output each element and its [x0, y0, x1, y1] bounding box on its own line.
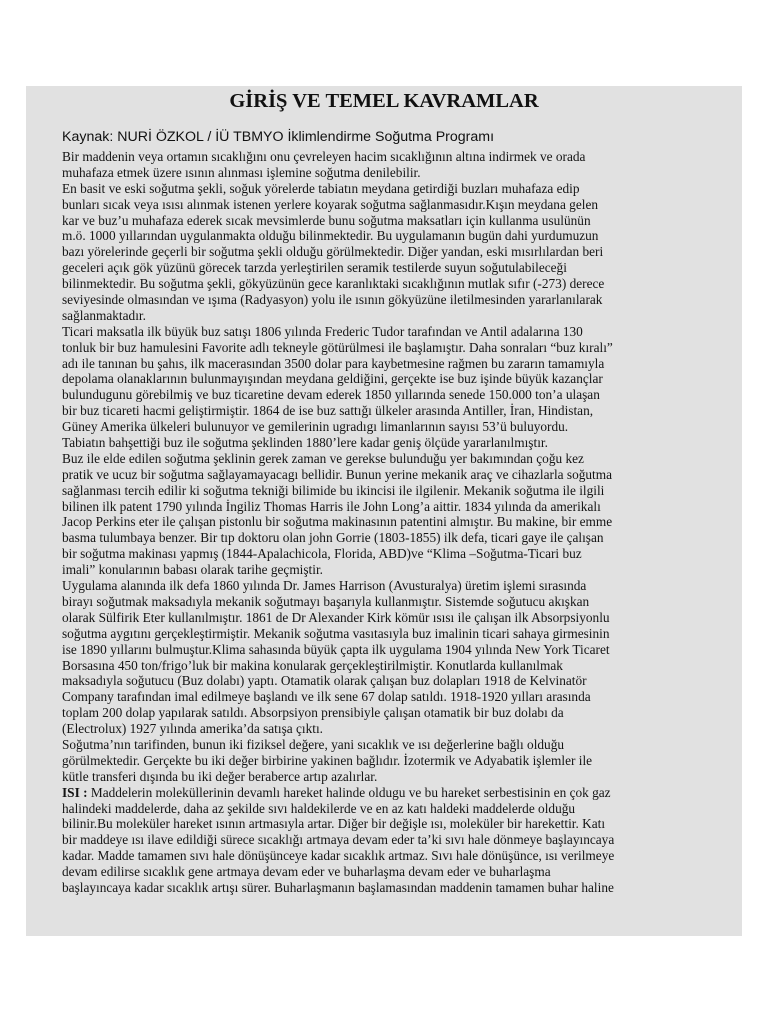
body-line: kütle transferi dışında bu iki değer beraberce artıp azalırlar. [62, 768, 378, 784]
isi-line-text: Maddelerin moleküllerinin devamlı hareket halinde oldugu ve bu hareket serbestisinin en çok gaz [87, 784, 611, 800]
body-line: bazı yörelerinde geçerli bir soğutma şekli olduğu görülmektedir. Diğer yandan, eski mısırlılardan beri [62, 244, 604, 260]
body-line: halindeki maddelerde, daha az şekilde sıvı haldekilerde ve en az katı haldeki maddelerde olduğu [62, 800, 576, 816]
body-line: olarak Sülfirik Eter kullanılmıştır. 1861 de Dr Alexander Kirk kömür ısısı ile çalışan ilk Absorpsiyonlu [62, 609, 610, 625]
body-line: soğutma aygıtını gerçekleştirmiştir. Mekanik soğutma vasıtasıyla buz imalinin ticari sahaya girmesinin [62, 625, 610, 641]
body-line: Company tarafından imal edilmeye başlandı ve ilk sene 67 dolap satıldı. 1918-1920 yılları arasında [62, 689, 591, 705]
body-line: Tabiatın bahşettiği buz ile soğutma şeklinden 1880’lere kadar geniş ölçüde yararlanılmıştır. [62, 435, 548, 451]
body-line: geceleri açık gök yüzünü görecek tarzda yerleştirilen seramik testilerde suyun soğutulabileceği [62, 260, 567, 276]
document-title: GİRİŞ VE TEMEL KAVRAMLAR [229, 90, 539, 112]
body-line: muhafaza etmek üzere ısının alınması işlemine soğutma denilebilir. [62, 164, 421, 180]
isi-first-line [62, 785, 738, 801]
body-line: devam edilirse sıcaklık gene artmaya devam eder ve buharlaşma devam eder ve buharlaşma [62, 864, 551, 880]
body-line: bunları sıcak veya ısısı alınmak istenen yerlere koyarak soğutma sağlanmasıdır.Kışın meydana gelen [62, 196, 599, 212]
body-line: Buz ile elde edilen soğutma şeklinin gerek zaman ve gerekse bulunduğu yer bakımından çoğu kez [62, 450, 584, 466]
body-line: Soğutma’nın tarifinden, bunun iki fiziksel değere, yani sıcaklık ve ısı değerlerine bağlı olduğu [62, 736, 565, 752]
isi-label: ISI : [62, 784, 88, 800]
body-line: sağlanmaktadır. [62, 307, 146, 323]
body-line: Ticari maksatla ilk büyük buz satışı 1806 yılında Frederic Tudor tarafından ve Antil adalarına 130 [62, 323, 583, 339]
body-line: bilinen ilk patent 1790 yılında İngiliz Thomas Harris ile John Long’a aittir. 1834 yılında da amerikalı [62, 498, 601, 514]
body-line: adı ile tanınan bu şahıs, ilk macerasından 3500 dolar para kaybetmesine rağmen bu zararın tamamıyla [62, 355, 605, 371]
body-line: Borsasına 450 ton/frigo’luk bir makina konularak gerçekleştirilmiştir. Konutlarda kullanılmak [62, 657, 563, 673]
body-line: Bir maddenin veya ortamın sıcaklığını onu çevreleyen hacim sıcaklığının altına indirmek ve orada [62, 149, 586, 164]
body-line: Güney Amerika ülkeleri bulunuyor ve gemilerinin ugradıgı limanlarının sayısı 53’ü buluyordu. [62, 419, 569, 435]
body-line: bilinmektedir. Bu soğutma şekli, gökyüzünün gece karanlıktaki sıcaklığının mutlak sıfır (-273) derece [62, 276, 605, 292]
body-line: m.ö. 1000 yıllarından uygulanmakta olduğu bilinmektedir. Bu uygulamanın bugün dahi yurdumuzun [62, 228, 599, 244]
body-line: basma tulumbaya benzer. Bir tıp doktoru olan john Gorrie (1803-1855) ilk defa, ticari gaye ile çalışan [62, 530, 604, 546]
body-line: bir soğutma makinası yapmış (1844-Apalachicola, Florida, ABD)ve “Klima –Soğutma-Ticari buz [62, 546, 582, 562]
body-line: maksadıyla soğutucu (Buz dolabı) yaptı. Otamatik olarak çalışan buz dolapları 1918 de Kelvinatör [62, 673, 587, 689]
document-body [62, 149, 742, 896]
body-line: (Electrolux) 1927 yılında amerika’da satışa çıktı. [62, 721, 323, 737]
body-line: Jacop Perkins eter ile çalışan pistonlu bir soğutma makinasının patentini almıştır. Bu makine, bir emme [62, 514, 613, 530]
body-line: görülmektedir. Gerçekte bu iki değer birbirine yakinen bağlıdır. İzotermik ve Adyabatik işlemler ile [62, 752, 593, 768]
body-line: kar ve buz’u muhafaza ederek sıcak mevsimlerde bunu soğutma maksatları için kullanma usulünün [62, 212, 591, 228]
body-line: toplam 200 dolap yapılarak satıldı. Absorpsiyon prensibiyle çalışan otamatik bir buz dolabı da [62, 705, 564, 721]
body-line: seviyesinde olmasından ve ışıma (Radyasyon) yolu ile ısının gökyüzüne iletilmesinden yararlanılarak [62, 292, 603, 308]
body-line: imali” konularının babası olarak tarihe geçmiştir. [62, 562, 323, 578]
source-line: Kaynak: NURİ ÖZKOL / İÜ TBMYO İklimlendirme Soğutma Programı [62, 129, 495, 145]
body-line: bilinir.Bu moleküler hareket ısının artmasıyla artar. Diğer bir değişle ısı, moleküler bir harekettir. Katı [62, 816, 606, 832]
body-line: kadar. Madde tamamen sıvı hale dönüşünceye kadar sıcaklık artmaz. Sıvı hale dönüşünce, ısı verilmeye [62, 848, 615, 864]
body-line: pratik ve ucuz bir soğutma sağlayamayacagı bellidir. Bunun yerine mekanik araç ve cihazlarla soğutma [62, 466, 613, 482]
body-line: bir buz ticareti hacmi geliştirmiştir. 1864 de ise buz sattığı ülkeler arasında Antiller, İran, Hindistan, [62, 403, 594, 419]
body-line: birayı soğutmak maksadıyla mekanik soğutmayı başarıyla kullanmıştır. Sistemde soğutucu akışkan [62, 593, 590, 609]
body-line: tonluk bir buz hamulesini Favorite adlı tekneyle götürülmesi ile başlamıştır. Daha sonraları “buz kıralı” [62, 339, 613, 355]
body-line: bulundugunu görebilmiş ve buz ticaretine devam ederek 1850 yıllarında senede 150.000 ton’a ulaşan [62, 387, 600, 403]
body-line: ise 1890 yıllarını bulmuştur.Klima sahasında büyük çapta ilk uygulama 1904 yılında New York Ticaret [62, 641, 610, 657]
body-line: Uygulama alanında ilk defa 1860 yılında Dr. James Harrison (Avusturalya) üretim işlemi sırasında [62, 578, 587, 594]
body-line: başlayıncaya kadar sıcaklık artışı sürer. Buharlaşmanın başlamasından maddenin tamamen buhar haline [62, 879, 614, 895]
body-line: sağlanması tercih edilir ki soğutma tekniği bilimide bu ikincisi ile ilgilenir. Mekanik soğutma ile ilgili [62, 482, 605, 498]
document-page [26, 86, 742, 936]
body-line: bir maddeye ısı ilave edildiği sürece sıcaklığı artmaya devam eder ta’ki sıvı hale dönmeye başlayıncaya [62, 832, 615, 848]
body-line: depolama olanaklarının bulunmayışından meydana geldiğini, gerçekte ise buz işinde büyük kazançlar [62, 371, 603, 387]
body-line: En basit ve eski soğutma şekli, soğuk yörelerde tabiatın meydana getirdiği buzları muhafaza edip [62, 180, 580, 196]
